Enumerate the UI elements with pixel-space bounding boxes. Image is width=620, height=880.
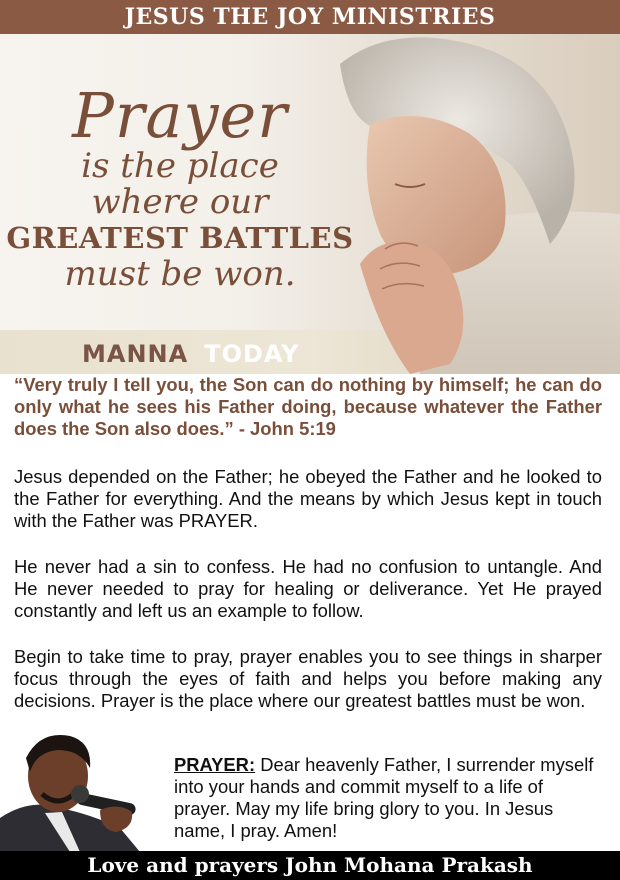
paragraph-1: Jesus depended on the Father; he obeyed the Father and he looked to the Father for everything. And the means by which Jesus kept in touch with the Father was PRAYER.: [14, 466, 602, 531]
hero-quote: [0, 79, 360, 294]
prayer-body: Dear heavenly Father, I surrender myself into your hands and commit myself to a life of prayer. May my life bring glory to you. In Jesus name, I pray. Amen!: [174, 754, 594, 841]
prayer-block: [174, 754, 604, 842]
hero-banner: [0, 34, 620, 374]
hero-line-4: must be won.: [64, 254, 296, 294]
author-photo: [0, 728, 160, 852]
hero-line-2: where our: [91, 182, 269, 222]
brand-today: TODAY: [204, 340, 300, 368]
hero-prayer-word: Prayer: [72, 79, 288, 152]
signature-footer: Love and prayers John Mohana Prakash: [0, 851, 620, 880]
paragraph-2: He never had a sin to confess. He had no confusion to untangle. And He never needed to pray for healing or deliverance. Yet He prayed constantly and left us an example to follow.: [14, 556, 602, 621]
prayer-label: PRAYER:: [174, 754, 256, 775]
brand-manna: MANNA: [82, 340, 189, 368]
hero-line-1: is the place: [81, 146, 279, 186]
scripture-verse: “Very truly I tell you, the Son can do nothing by himself; he can do only what he sees his Father doing, because whatever the Father does the Son also does.” - John 5:19: [14, 374, 602, 439]
hero-line-3: GREATEST BATTLES: [6, 221, 354, 255]
paragraph-3: Begin to take time to pray, prayer enables you to see things in sharper focus through the eyes of faith and helps you before making any decisions. Prayer is the place where our greatest battles must be won.: [14, 646, 602, 711]
ministry-banner: JESUS THE JOY MINISTRIES: [0, 0, 620, 34]
manna-today-brand: [82, 340, 300, 368]
